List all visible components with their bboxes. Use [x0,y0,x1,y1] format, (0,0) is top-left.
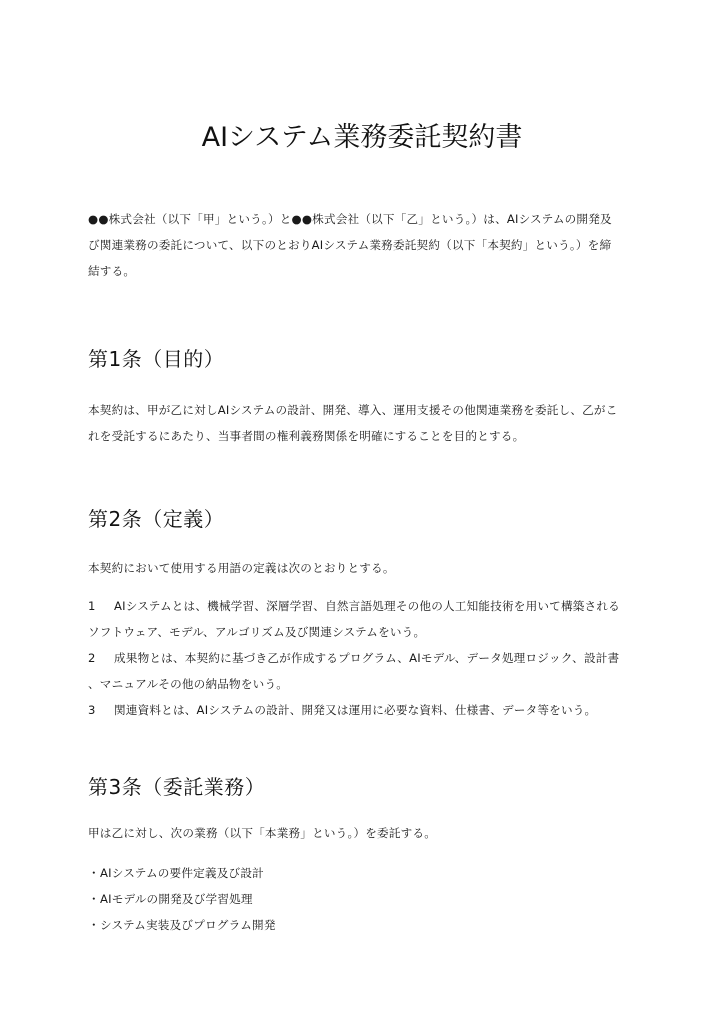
bullet-icon: ・ [88,918,100,932]
bullet-icon: ・ [88,892,100,906]
definition-item-1 [88,593,648,619]
definition-list [88,593,648,723]
article-3-heading: 第3条（委託業務） [88,775,266,799]
task-item [88,886,648,912]
article-2-intro [88,555,648,581]
item-text: 関連資料とは、AIシステムの設計、開発又は運用に必要な資料、仕様書、データ等をいう。 [114,703,597,717]
definition-item-2-cont: 、マニュアルその他の納品物をいう。 [88,677,289,691]
task-text: AIシステムの要件定義及び設計 [100,866,264,880]
article-2-heading: 第2条（定義） [88,507,225,531]
definition-item-3 [88,697,648,723]
article-3-intro [88,820,648,846]
item-number: 2 [88,651,96,665]
article-1-line: 本契約は、甲が乙に対しAIシステムの設計、開発、導入、運用支援その他関連業務を委託し、乙がこ [88,403,618,417]
item-number: 3 [88,703,96,717]
bullet-icon: ・ [88,866,100,880]
preamble [88,206,648,284]
article-2-intro-text: 本契約において使用する用語の定義は次のとおりとする。 [88,561,395,575]
article-1-line: れを受託するにあたり、当事者間の権利義務関係を明確にすることを目的とする。 [88,429,525,443]
item-number: 1 [88,599,96,613]
article-3-intro-text: 甲は乙に対し、次の業務（以下「本業務」という。）を委託する。 [88,826,437,840]
preamble-line: ●●株式会社（以下「甲」という。）と●●株式会社（以下「乙」という。）は、AIシステムの開発及 [88,212,612,226]
preamble-line: び関連業務の委託について、以下のとおりAIシステム業務委託契約（以下「本契約」という。）を締 [88,238,612,252]
task-list [88,860,648,938]
task-item [88,912,648,938]
definition-item-1-cont: ソフトウェア、モデル、アルゴリズム及び関連システムをいう。 [88,625,426,639]
document-title: AIシステム業務委託契約書 [201,122,523,153]
definition-item-2 [88,645,648,671]
article-1-body [88,397,648,449]
article-1-heading: 第1条（目的） [88,347,225,371]
preamble-line: 結する。 [88,264,136,278]
task-text: システム実装及びプログラム開発 [100,918,276,932]
task-item [88,860,648,886]
item-text: 成果物とは、本契約に基づき乙が作成するプログラム、AIモデル、データ処理ロジック、設計書 [114,651,620,665]
task-text: AIモデルの開発及び学習処理 [100,892,253,906]
item-text: AIシステムとは、機械学習、深層学習、自然言語処理その他の人工知能技術を用いて構築される [114,599,620,613]
